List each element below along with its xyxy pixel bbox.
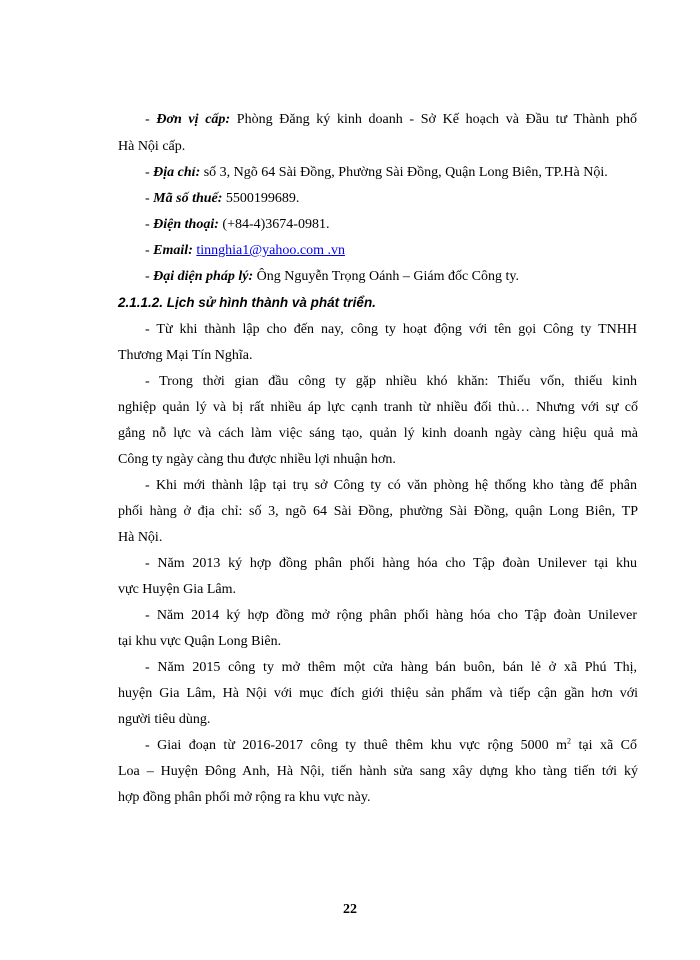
tax-line (145, 190, 637, 208)
paragraph-line: Công ty ngày càng thu được nhiều lợi nhuận hơn. (118, 452, 396, 467)
bullet-dash: - (145, 112, 157, 127)
paragraph-line: - Khi mới thành lập tại trụ sở Công ty có văn phòng hệ thống kho tàng để phân (145, 478, 637, 493)
bullet-dash: - (145, 269, 154, 284)
paragraph-line: phối hàng ở địa chỉ: số 3, ngõ 64 Sài Đồng, phường Sài Đồng, quận Long Biên, TP (118, 504, 638, 519)
bullet-dash: - (145, 191, 154, 206)
paragraph-line: Loa – Huyện Đông Anh, Hà Nội, tiến hành sửa sang xây dựng kho tàng tiến tới ký (118, 764, 638, 779)
bullet-dash: - (145, 165, 154, 180)
colon: : (248, 269, 254, 284)
text-run: tại xã Cổ (570, 738, 637, 753)
representative-line (145, 268, 637, 286)
colon: : (225, 112, 231, 127)
paragraph-line: - Năm 2015 công ty mở thêm một cửa hàng bán buôn, bán lẻ ở xã Phú Thị, (145, 660, 637, 675)
tax-label: Mã số thuế (153, 191, 218, 206)
paragraph-line: hợp đồng phân phối mở rộng ra khu vực này. (118, 790, 371, 805)
section-heading: 2.1.1.2. Lịch sử hình thành và phát triển. (118, 295, 376, 310)
issuer-value: Phòng Đăng ký kinh doanh - Sở Kế hoạch và Đầu tư Thành phố (230, 112, 637, 127)
phone-value: (+84-4)3674-0981. (218, 217, 330, 232)
paragraph-line: Hà Nội. (118, 530, 163, 545)
bullet-dash: - (145, 217, 154, 232)
email-label: Email (153, 243, 189, 258)
address-value: số 3, Ngõ 64 Sài Đồng, Phường Sài Đồng, Quận Long Biên, TP.Hà Nội. (200, 165, 608, 180)
representative-label: Đại diện pháp lý (153, 269, 249, 284)
email-link[interactable]: tinnghia1@yahoo.com .vn (196, 243, 345, 258)
tax-value: 5500199689. (222, 191, 300, 206)
issuer-label: Đơn vị cấp (156, 112, 226, 127)
issuer-line-2: Hà Nội cấp. (118, 139, 186, 154)
superscript: 2 (566, 736, 571, 746)
page-number: 22 (343, 902, 357, 917)
issuer-line (145, 111, 637, 129)
text-run: - Giai đoạn từ 2016-2017 công ty thuê thêm khu vực rộng 5000 m (145, 738, 567, 753)
paragraph-line: - Từ khi thành lập cho đến nay, công ty hoạt động với tên gọi Công ty TNHH (145, 322, 637, 337)
paragraph-line: Thương Mại Tín Nghĩa. (118, 348, 253, 363)
paragraph-line: - Trong thời gian đầu công ty gặp nhiều khó khăn: Thiếu vốn, thiếu kinh (145, 374, 637, 389)
paragraph-line: nghiệp quản lý và bị rất nhiều áp lực cạnh tranh từ nhiều đối thủ… Nhưng với sự cố (118, 400, 638, 415)
paragraph-line (145, 737, 637, 755)
paragraph-line: - Năm 2013 ký hợp đồng phân phối hàng hóa cho Tập đoàn Unilever tại khu (145, 556, 637, 571)
paragraph-line: vực Huyện Gia Lâm. (118, 582, 236, 597)
address-line (145, 164, 637, 182)
colon: : (188, 243, 193, 258)
address-label: Địa chỉ (153, 165, 196, 180)
colon: : (214, 217, 219, 232)
paragraph-line: tại khu vực Quận Long Biên. (118, 634, 282, 649)
email-line (145, 242, 637, 260)
paragraph-line: huyện Gia Lâm, Hà Nội với mục đích giới thiệu sản phẩm và tiếp cận gần hơn với (118, 686, 638, 701)
colon: : (217, 191, 223, 206)
paragraph-line: gắng nỗ lực và cách làm việc sáng tạo, quản lý kinh doanh ngày càng hiệu quả mà (118, 426, 638, 441)
representative-value: Ông Nguyễn Trọng Oánh – Giám đốc Công ty. (253, 269, 519, 284)
phone-label: Điện thoại (153, 217, 215, 232)
phone-line (145, 216, 637, 234)
colon: : (195, 165, 201, 180)
paragraph-line: - Năm 2014 ký hợp đồng mở rộng phân phối hàng hóa cho Tập đoàn Unilever (145, 608, 637, 623)
bullet-dash: - (145, 243, 154, 258)
paragraph-line: người tiêu dùng. (118, 712, 211, 727)
